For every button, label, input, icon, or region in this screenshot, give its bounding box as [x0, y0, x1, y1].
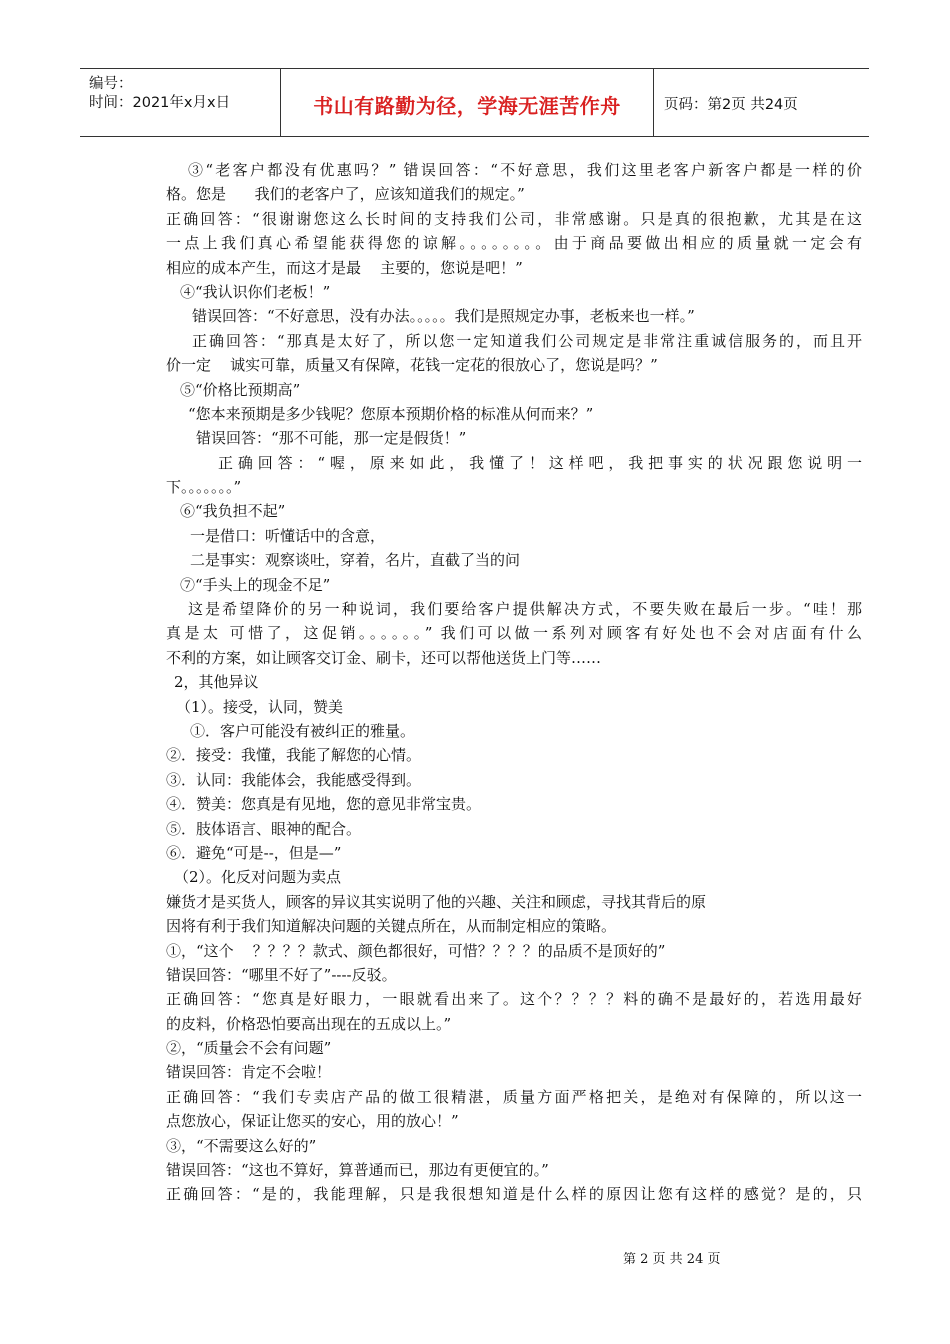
header-page-info: 页码：第2页 共24页 [664, 97, 798, 113]
text-line: ⑤．肢体语言、眼神的配合。 [166, 819, 362, 838]
text-line: 不利的方案，如让顾客交订金、刷卡，还可以帮他送货上门等…… [166, 648, 602, 667]
text-line: 价一定 诚实可靠，质量又有保障，花钱一定花的很放心了，您说是吗？” [166, 356, 658, 375]
text-line: ⑤“价格比预期高” [180, 380, 301, 399]
header-page-cell [654, 69, 869, 136]
text-line: 正确回答：“我们专卖店产品的做工很精湛，质量方面严格把关，是绝对有保障的，所以这一 [166, 1087, 862, 1106]
text-line: 正确回答：“您真是好眼力，一眼就看出来了。这个？？？？料的确不是最好的，若选用最好 [166, 990, 862, 1009]
text-line: 错误回答：肯定不会啦！ [166, 1063, 332, 1082]
text-line: 错误回答：“那不可能，那一定是假货！” [196, 429, 467, 448]
text-line: 相应的成本产生，而这才是最 主要的，您说是吧！” [166, 258, 523, 277]
text-line: ①，“这个 ？？？？款式、颜色都很好，可惜？？？？的品质不是顶好的” [166, 941, 666, 960]
text-line: 错误回答：“这也不算好，算普通而已，那边有更便宜的。” [166, 1161, 549, 1180]
text-line: 一是借口：听懂话中的含意， [190, 526, 386, 545]
text-line: “您本来预期是多少钱呢？您原本预期价格的标准从何而来？” [188, 404, 594, 423]
text-line: 的皮料，价格恐怕要高出现在的五成以上。” [166, 1014, 452, 1033]
text-line: ④“我认识你们老板！” [180, 282, 331, 301]
text-line: ⑥．避免“可是--，但是—” [166, 843, 342, 862]
document-number-label: 编号： [89, 76, 133, 92]
text-line: 正确回答：“是的，我能理解，只是我很想知道是什么样的原因让您有这样的感觉？是的，只 [166, 1185, 862, 1204]
motto-text: 书山有路勤为径，学海无涯苦作舟 [313, 94, 621, 118]
text-line: 下。。。。。。。” [166, 478, 242, 497]
text-line: ③“老客户都没有优惠吗？” 错误回答：“不好意思，我们这里老客户新客户都是一样的价 [188, 161, 862, 179]
text-line: （2）。化反对问题为卖点 [174, 868, 342, 887]
text-line: 格。您是 我们的老客户了，应该知道我们的规定。” [166, 185, 525, 204]
text-line: ①．客户可能没有被纠正的雅量。 [190, 721, 416, 740]
text-line: 错误回答：“不好意思，没有办法。。。。。我们是照规定办事，老板来也一样。” [192, 307, 695, 326]
document-body [166, 158, 862, 1207]
header-motto-cell [281, 69, 654, 136]
text-line: ②，“质量会不会有问题” [166, 1039, 332, 1058]
text-line: 正确回答：“很谢谢您这么长时间的支持我们公司，非常感谢。只是真的很抱歉，尤其是在这 [166, 209, 862, 228]
text-line: 2，其他异议 [174, 673, 259, 692]
text-line: ⑦“手头上的现金不足” [180, 575, 331, 594]
text-line: 真是太 可惜了，这促销。。。。。。” 我们可以做一系列对顾客有好处也不会对店面有什么 [166, 624, 862, 643]
text-line: 正确回答：“喔，原来如此，我懂了！这样吧，我把事实的状况跟您说明一 [218, 453, 862, 472]
text-line: 这是希望降价的另一种说词，我们要给客户提供解决方式，不要失败在最后一步。“哇！那 [188, 600, 862, 619]
text-line: （1）。接受，认同，赞美 [176, 697, 344, 716]
text-line: 错误回答：“哪里不好了”----反驳。 [166, 965, 397, 984]
page-header [80, 68, 869, 137]
text-line: 二是事实：观察谈吐，穿着，名片，直截了当的问 [190, 551, 521, 570]
text-line: 点您放心，保证让您买的安心，用的放心！” [166, 1112, 459, 1131]
text-line: ②．接受：我懂，我能了解您的心情。 [166, 746, 422, 765]
text-line: ③．认同：我能体会，我能感受得到。 [166, 770, 422, 789]
text-line: 一点上我们真心希望能获得您的谅解。。。。。。。。由于商品要做出相应的质量就一定会有 [166, 234, 862, 253]
text-line: ③，“不需要这么好的” [166, 1136, 317, 1155]
page-footer: 第 2 页 共 24 页 [623, 1252, 721, 1267]
document-date-label: 时间：2021年x月x日 [89, 95, 231, 111]
text-line: 嫌货才是买货人，顾客的异议其实说明了他的兴趣、关注和顾虑，寻找其背后的原 [166, 892, 707, 911]
text-line: ⑥“我负担不起” [180, 502, 286, 521]
text-line: ④．赞美：您真是有见地，您的意见非常宝贵。 [166, 795, 482, 814]
header-meta-cell [80, 69, 281, 136]
text-line: 因将有利于我们知道解决问题的关键点所在，从而制定相应的策略。 [166, 917, 617, 936]
text-line: 正确回答：“那真是太好了，所以您一定知道我们公司规定是非常注重诚信服务的，而且开 [192, 331, 862, 350]
